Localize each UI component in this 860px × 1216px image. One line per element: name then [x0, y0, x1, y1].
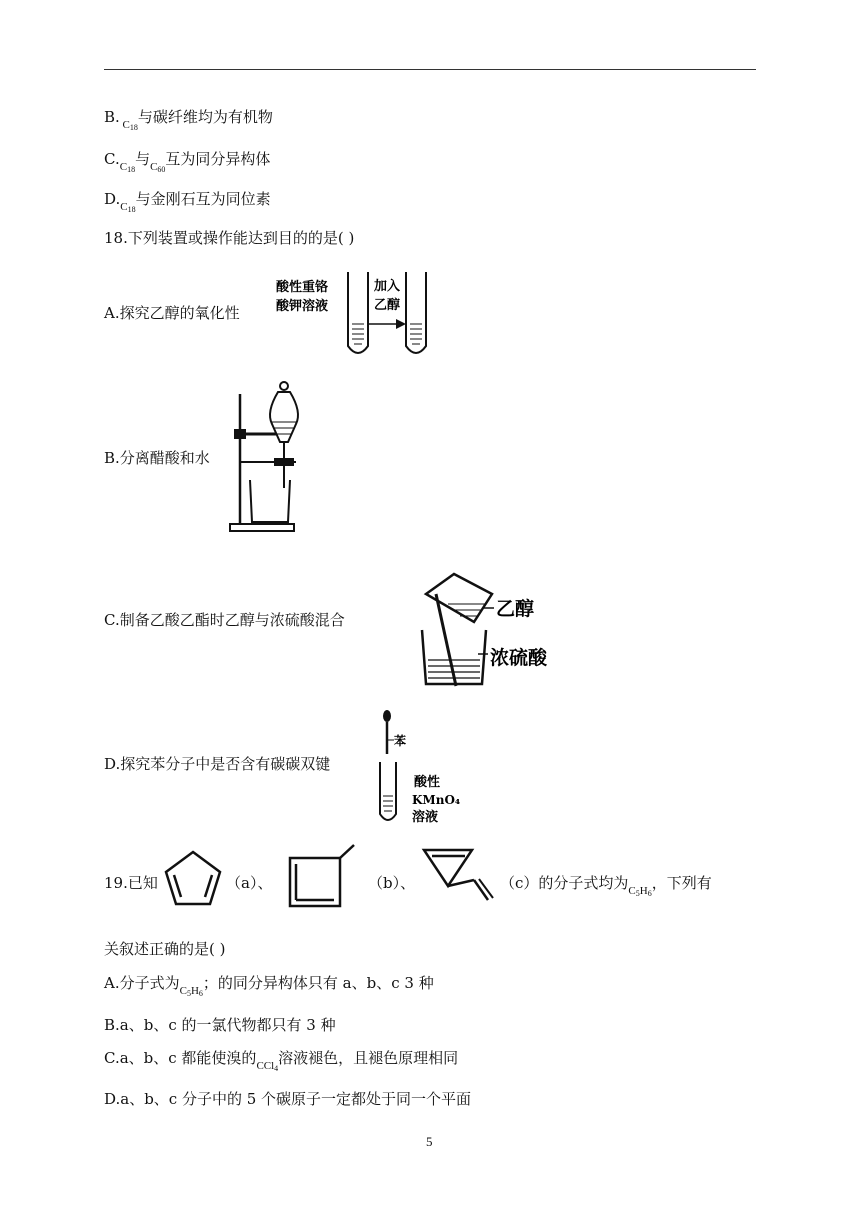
label-ethanol: 乙醇 [496, 598, 535, 620]
label-benzene: 苯 [394, 734, 407, 748]
q19-option-d: D.a、b、c 分子中的 5 个碳原子一定都处于同一个平面 [104, 1090, 472, 1108]
fig-a-add-2: 乙醇 [374, 298, 401, 313]
q18-option-d: D.探究苯分子中是否含有碳碳双键 [104, 755, 331, 773]
q19-stem-line2: 关叙述正确的是( ) [104, 940, 226, 958]
q18-figure-d [374, 704, 464, 826]
test-tube-1 [348, 272, 368, 353]
stand-base [230, 524, 294, 531]
fig-a-add-1: 加入 [374, 279, 401, 294]
label-solution: 溶液 [412, 810, 439, 825]
q18-option-a: A.探究乙醇的氧化性 [104, 304, 240, 322]
label-kmno4: KMnO₄ [412, 793, 461, 807]
q18-stem: 18.下列装置或操作能达到目的的是( ) [104, 229, 355, 247]
label-acidic: 酸性 [414, 775, 441, 790]
fig-a-reagent-2: 酸钾溶液 [276, 299, 329, 314]
stopper [280, 382, 288, 390]
structure-a [162, 848, 224, 910]
structure-c [420, 844, 498, 906]
clamp-knob [234, 429, 246, 439]
option-c-prev: $C._{C18}$与$_{C60}$互为同分异构体 [104, 150, 271, 174]
option-d-prev: $D._{C18}$与金刚石互为同位素 [104, 190, 271, 214]
q19-stem-start: 19.已知 [104, 874, 158, 892]
q18-figure-b [226, 376, 306, 534]
fig-a-reagent-1: 酸性重铬 [276, 280, 329, 295]
test-tube-2 [406, 272, 426, 353]
page-number: 5 [426, 1134, 433, 1149]
option-b-prev: B. $_{C18}$与碳纤维均为有机物 [104, 108, 273, 132]
q18-option-c: C.制备乙酸乙酯时乙醇与浓硫酸混合 [104, 611, 345, 629]
dropper-bulb [383, 710, 391, 722]
label-sulfuric-acid: 浓硫酸 [490, 647, 548, 669]
q18-figure-a [270, 266, 440, 362]
header-rule [104, 69, 756, 70]
q19-label-b: （b）、 [368, 874, 416, 892]
arrow-head-icon [396, 319, 406, 329]
q19-option-a: A.分子式为$_{C5H6}$；的同分异构体只有 a、b、c 3 种 [104, 974, 434, 998]
q19-option-b: B.a、b、c 的一氯代物都只有 3 种 [104, 1016, 336, 1034]
q19-stem-rest: （c）的分子式均为$_{C5H6}$，下列有 [500, 874, 712, 898]
q19-label-a: （a）、 [226, 874, 273, 892]
q18-option-b: B.分离醋酸和水 [104, 449, 210, 467]
q19-option-c: C.a、b、c 都能使溴的$_{CCl4}$溶液褪色，且褪色原理相同 [104, 1049, 459, 1073]
q18-figure-c [414, 568, 584, 690]
structure-b [286, 842, 358, 910]
